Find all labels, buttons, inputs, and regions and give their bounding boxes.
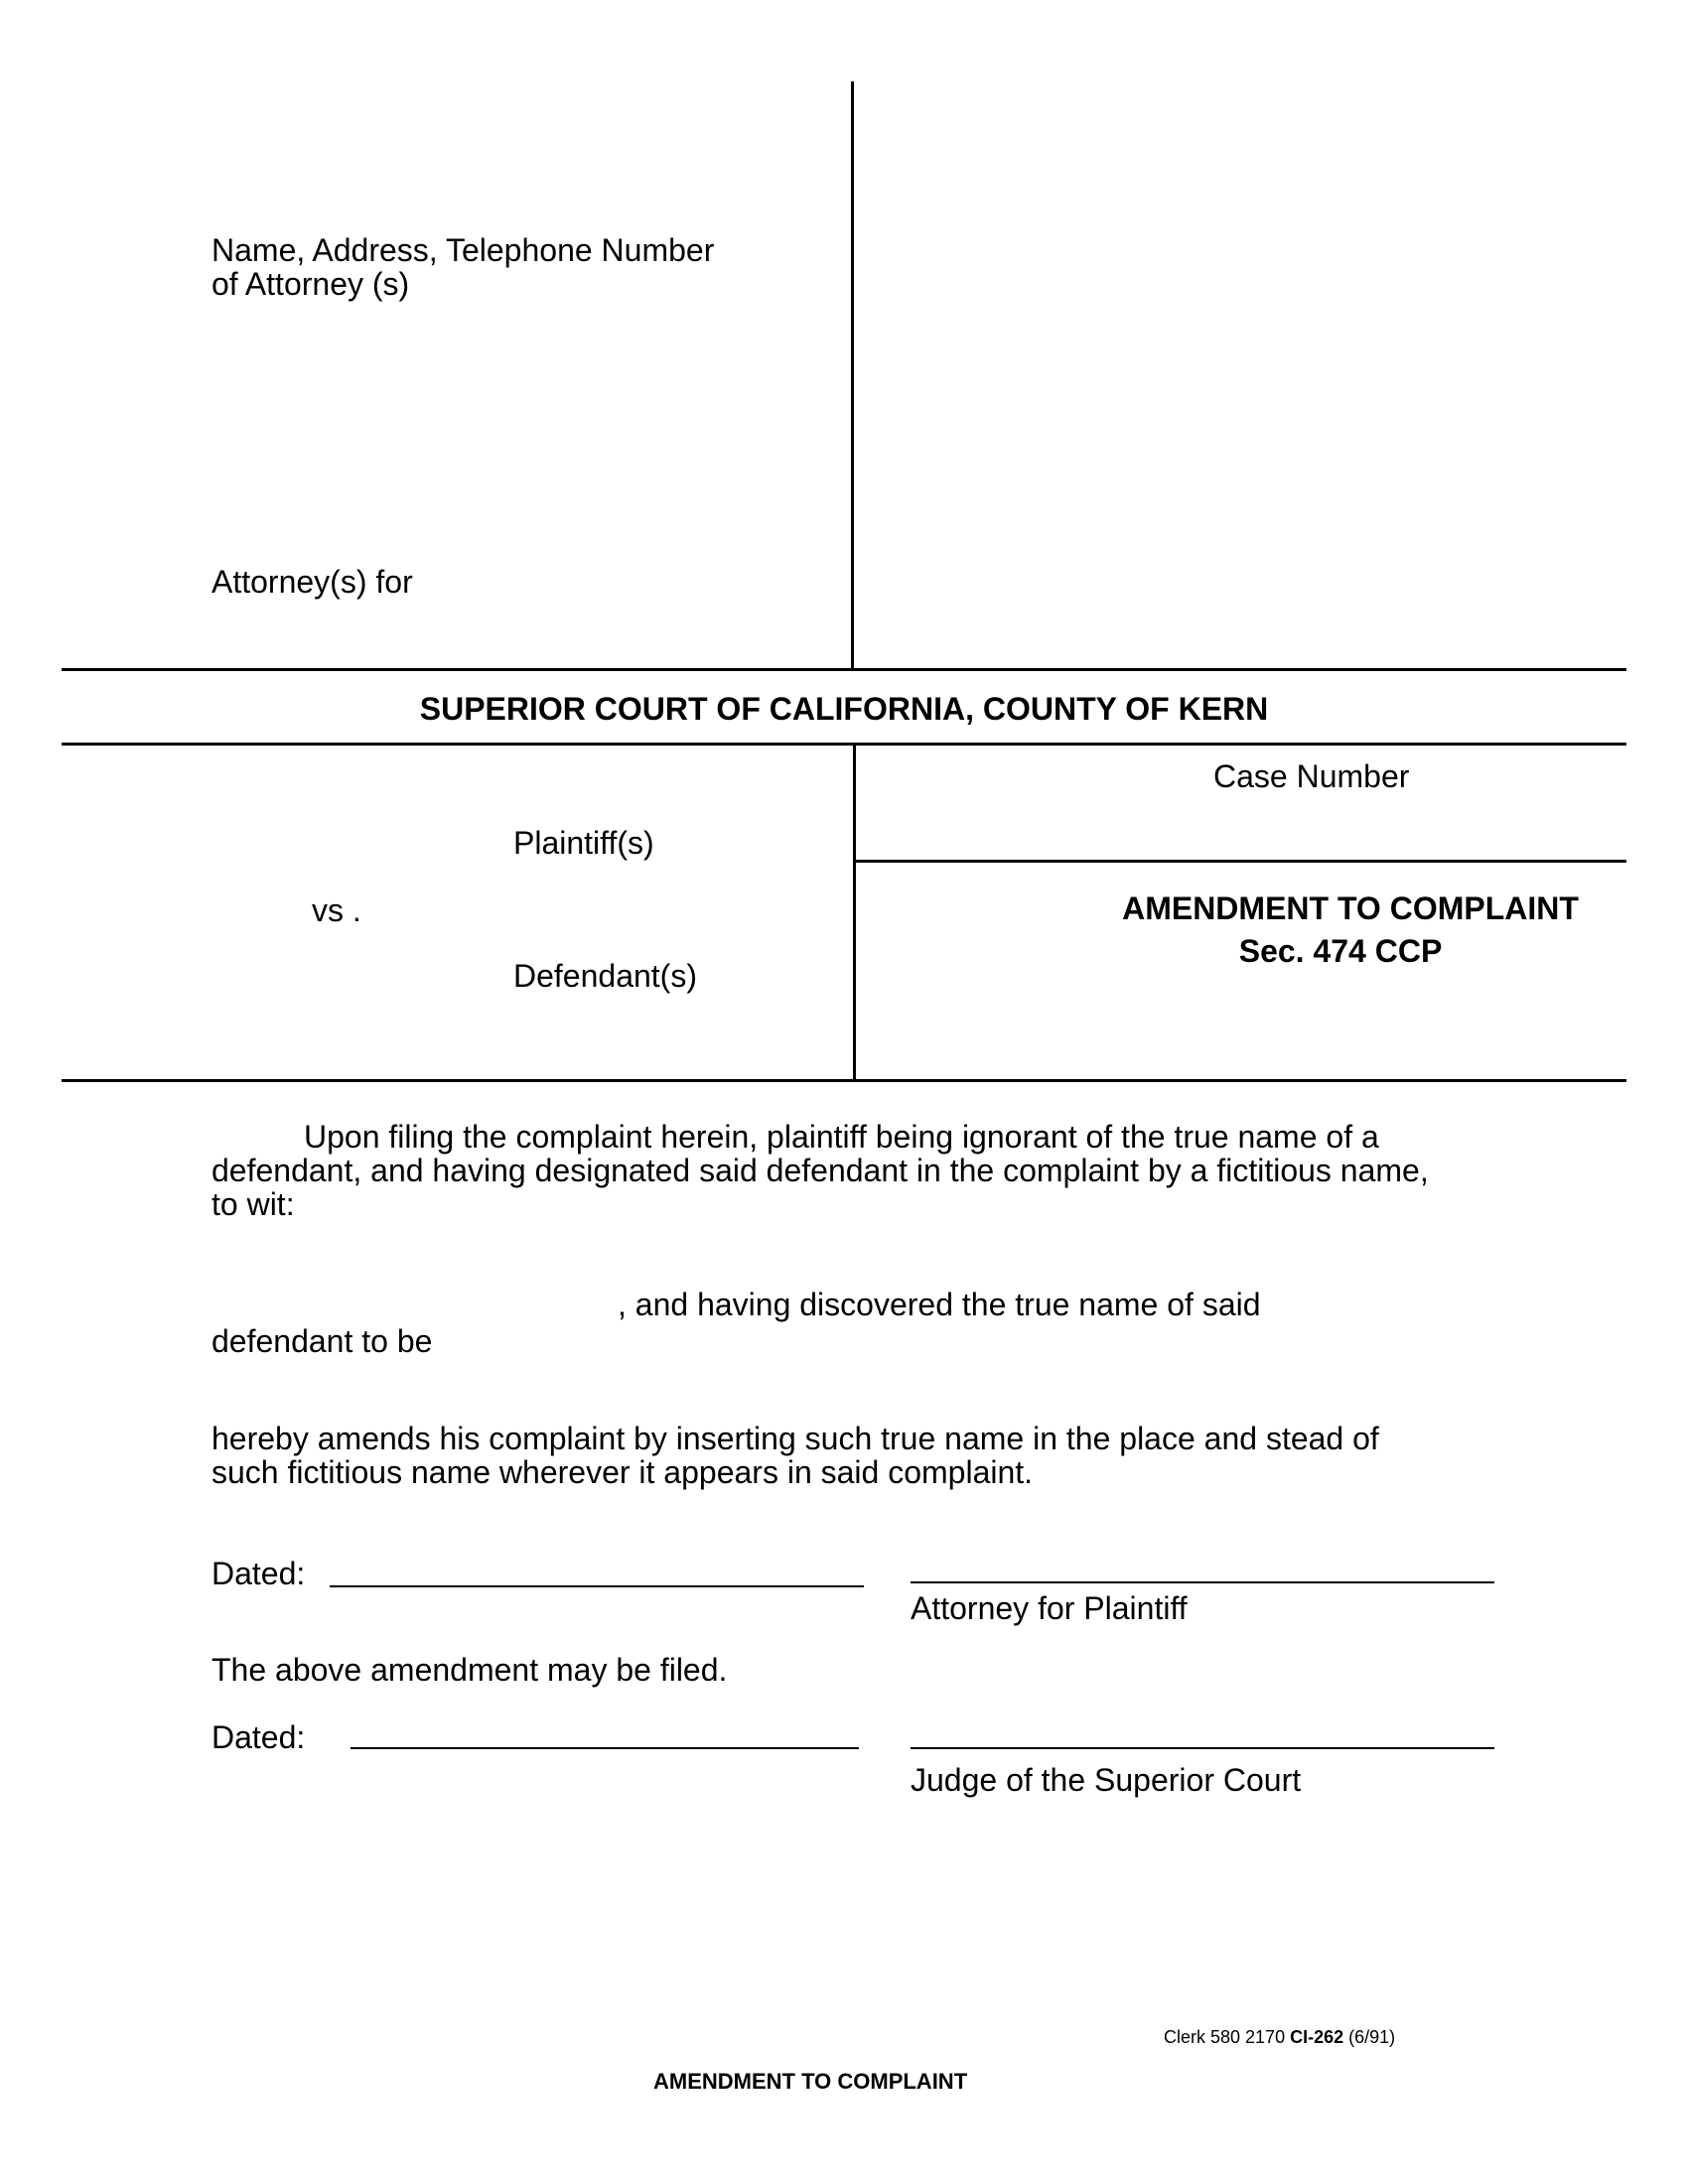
plaintiff-label: Plaintiff(s): [513, 825, 654, 861]
para1-line1: Upon filing the complaint herein, plaintiff being ignorant of the true name of a: [304, 1119, 1379, 1155]
defendant-label: Defendant(s): [513, 958, 697, 994]
para3-line2: such fictitious name wherever it appears in said complaint.: [211, 1454, 1034, 1490]
attorney-signature-line[interactable]: [911, 1581, 1494, 1583]
para1-line2: defendant, and having designated said defendant in the complaint by a fictitious name,: [211, 1153, 1429, 1188]
dated-signature-line-2[interactable]: [351, 1747, 859, 1749]
form-code-bold: CI-262: [1290, 2027, 1344, 2047]
top-vertical-divider: [851, 81, 854, 669]
form-code-suffix: (6/91): [1343, 2027, 1396, 2047]
para3-line1: hereby amends his complaint by inserting such true name in the place and stead of: [211, 1421, 1379, 1456]
para2-line2: defendant to be: [211, 1323, 433, 1359]
judge-signature-line[interactable]: [911, 1747, 1494, 1749]
document-subtitle: Sec. 474 CCP: [1238, 933, 1443, 969]
vs-label: vs .: [312, 892, 361, 928]
dated-label-1: Dated:: [211, 1556, 306, 1591]
court-header-bottom-rule: [62, 743, 1626, 746]
attorney-signature-label: Attorney for Plaintiff: [911, 1590, 1188, 1626]
footer-title: AMENDMENT TO COMPLAINT: [653, 2069, 968, 2094]
court-header-top-rule: [62, 668, 1626, 671]
caption-vertical-divider: [853, 745, 856, 1080]
approval-text: The above amendment may be filed.: [211, 1652, 728, 1688]
document-title: AMENDMENT TO COMPLAINT: [1122, 890, 1579, 926]
para2-line1: , and having discovered the true name of said: [618, 1287, 1261, 1322]
form-code-prefix: Clerk 580 2170: [1164, 2027, 1291, 2047]
attorney-info-label-line2: of Attorney (s): [211, 266, 410, 302]
case-number-rule: [855, 860, 1626, 863]
form-code: [1164, 2027, 1395, 2047]
court-title: SUPERIOR COURT OF CALIFORNIA, COUNTY OF KERN: [419, 691, 1269, 727]
attorney-for-label: Attorney(s) for: [211, 564, 413, 600]
dated-label-2: Dated:: [211, 1719, 306, 1755]
caption-bottom-rule: [62, 1079, 1626, 1082]
attorney-info-label-line1: Name, Address, Telephone Number: [211, 232, 715, 268]
case-number-label: Case Number: [1213, 758, 1410, 794]
para1-line3: to wit:: [211, 1186, 295, 1222]
judge-signature-label: Judge of the Superior Court: [911, 1762, 1302, 1798]
dated-signature-line-1[interactable]: [330, 1585, 864, 1587]
